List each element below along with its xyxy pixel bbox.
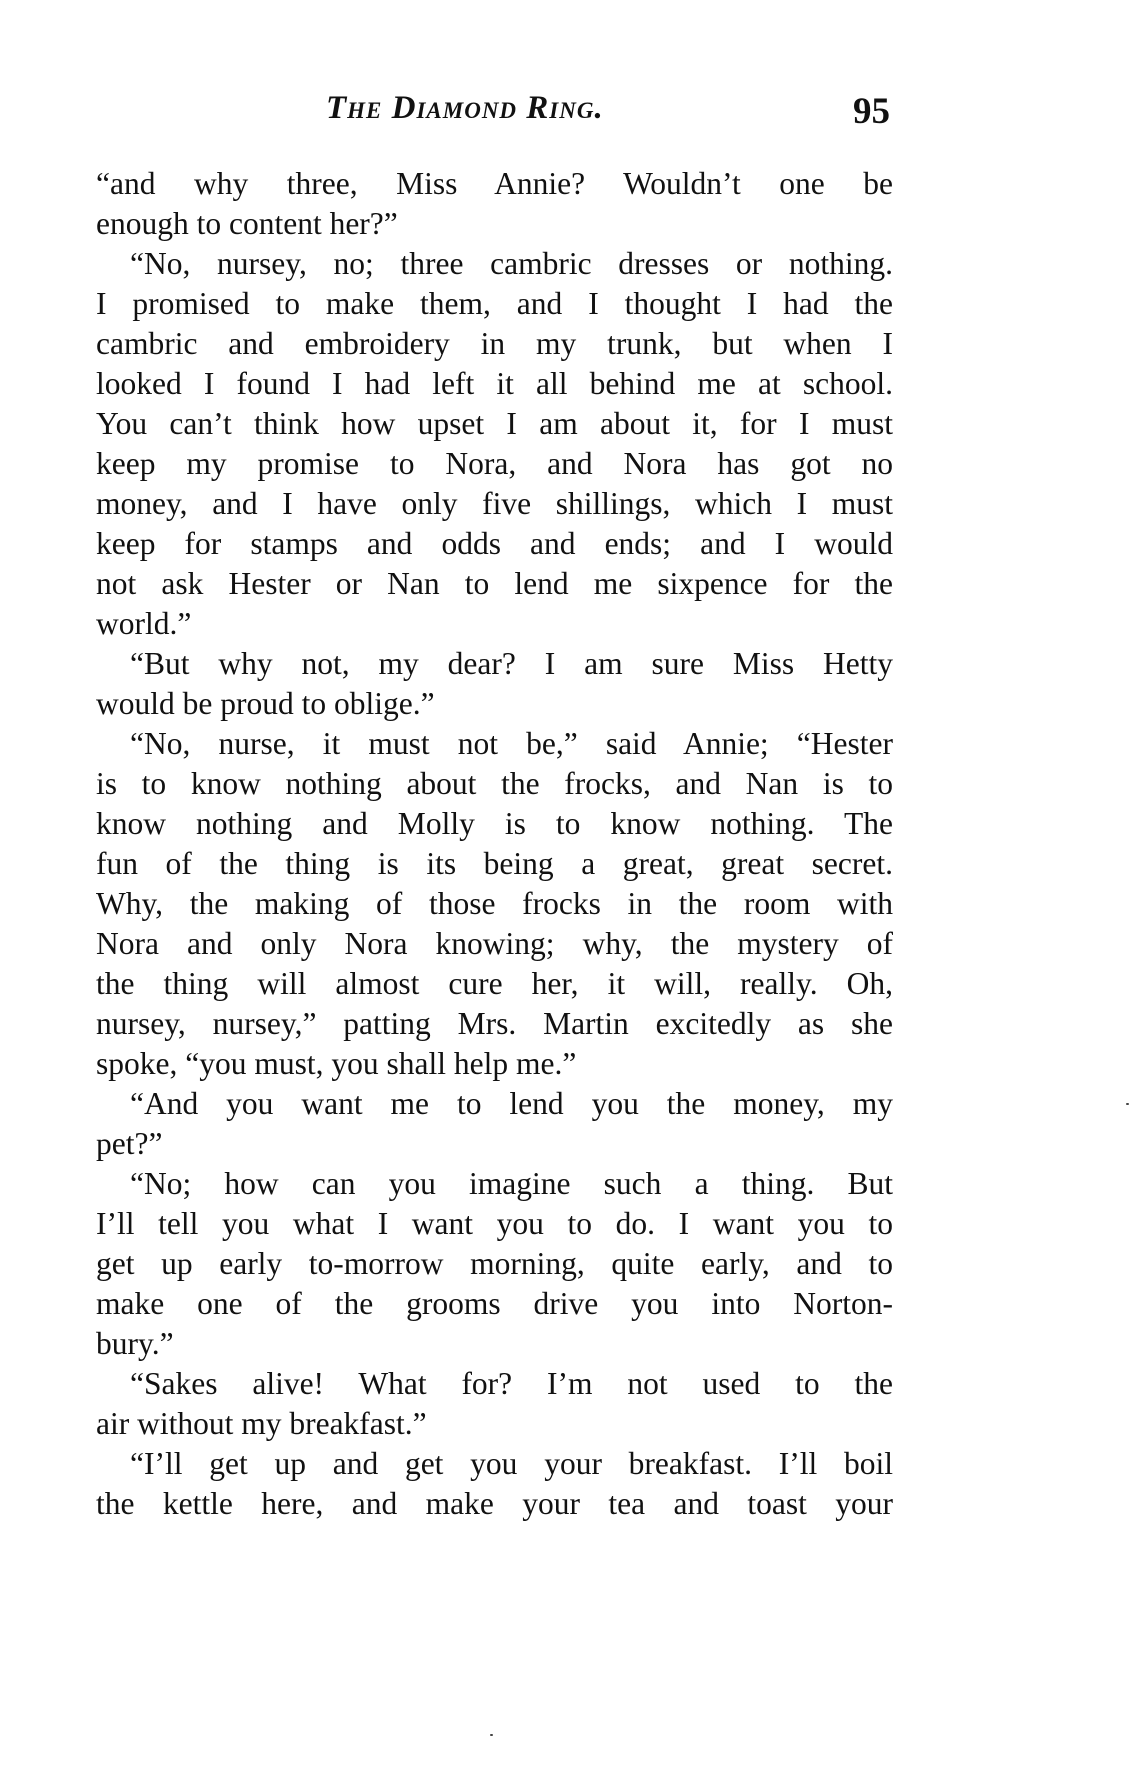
text-line: get up early to-morrow morning, quite early, and to: [96, 1246, 893, 1281]
text-line: the thing will almost cure her, it will, really. Oh,: [96, 966, 893, 1001]
text-line: would be proud to oblige.”: [96, 686, 435, 721]
text-line: “Sakes alive! What for? I’m not used to the: [130, 1366, 893, 1401]
text-line: world.”: [96, 606, 192, 641]
text-line: air without my breakfast.”: [96, 1406, 427, 1441]
text-line: bury.”: [96, 1326, 174, 1361]
page-number: 95: [853, 91, 890, 132]
text-line: looked I found I had left it all behind me at school.: [96, 366, 893, 401]
text-line: “No, nurse, it must not be,” said Annie; “Hester: [130, 726, 893, 761]
text-line: “And you want me to lend you the money, my: [130, 1086, 893, 1121]
running-head: [96, 90, 896, 140]
text-line: “But why not, my dear? I am sure Miss Hetty: [130, 646, 893, 681]
text-line: pet?”: [96, 1126, 163, 1161]
text-line: “No, nursey, no; three cambric dresses or nothing.: [130, 246, 893, 281]
text-line: fun of the thing is its being a great, great secret.: [96, 846, 893, 881]
text-line: “I’ll get up and get you your breakfast. I’ll boil: [130, 1446, 893, 1481]
text-line: You can’t think how upset I am about it, for I must: [96, 406, 893, 441]
scan-speck: [490, 1734, 493, 1736]
text-line: keep my promise to Nora, and Nora has got no: [96, 446, 893, 481]
text-line: make one of the grooms drive you into Norton-: [96, 1286, 893, 1321]
text-line: “No; how can you imagine such a thing. But: [130, 1166, 893, 1201]
running-title: The Diamond Ring.: [326, 90, 604, 126]
text-line: the kettle here, and make your tea and toast your: [96, 1486, 893, 1521]
text-line: money, and I have only five shillings, which I must: [96, 486, 893, 521]
text-line: I’ll tell you what I want you to do. I want you to: [96, 1206, 893, 1241]
text-line: keep for stamps and odds and ends; and I would: [96, 526, 893, 561]
text-line: is to know nothing about the frocks, and Nan is to: [96, 766, 893, 801]
text-line: Why, the making of those frocks in the room with: [96, 886, 893, 921]
text-line: “and why three, Miss Annie? Wouldn’t one be: [96, 166, 893, 201]
text-line: cambric and embroidery in my trunk, but when I: [96, 326, 893, 361]
text-line: know nothing and Molly is to know nothing. The: [96, 806, 893, 841]
body-text: [96, 164, 893, 1524]
text-line: enough to content her?”: [96, 206, 398, 241]
text-line: not ask Hester or Nan to lend me sixpence for the: [96, 566, 893, 601]
text-line: Nora and only Nora knowing; why, the mystery of: [96, 926, 893, 961]
text-line: nursey, nursey,” patting Mrs. Martin excitedly as she: [96, 1006, 893, 1041]
text-line: I promised to make them, and I thought I had the: [96, 286, 893, 321]
scan-speck: [1126, 1103, 1129, 1105]
text-line: spoke, “you must, you shall help me.”: [96, 1046, 577, 1081]
